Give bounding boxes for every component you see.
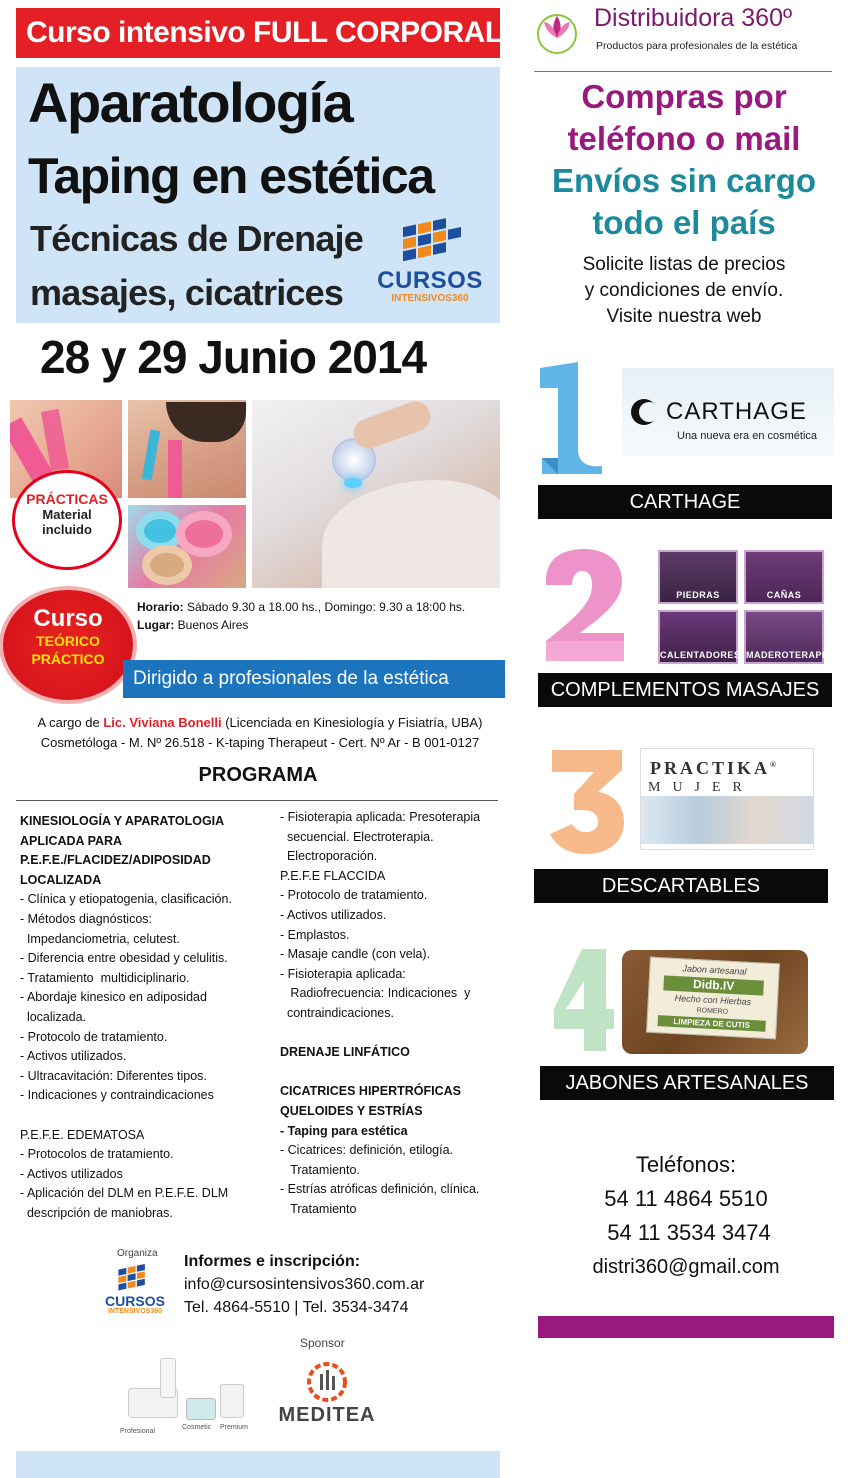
program-line: - Abordaje kinesico en adiposidad bbox=[20, 990, 207, 1005]
distribuidora-logo bbox=[536, 4, 576, 56]
program-line: - Activos utilizados. bbox=[20, 1049, 127, 1064]
photo-tape-rolls bbox=[128, 505, 246, 588]
registered-mark: ® bbox=[770, 760, 779, 769]
soap-sub: Hecho con Hierbas bbox=[674, 993, 752, 1007]
cube-grid-icon bbox=[395, 215, 465, 267]
soap-type: LIMPIEZA DE CUTIS bbox=[657, 1015, 765, 1032]
envios-line2: todo el país bbox=[592, 204, 776, 241]
program-line: P.E.F.E. EDEMATOSA bbox=[20, 1127, 145, 1142]
tile-canas-label: CAÑAS bbox=[766, 590, 802, 600]
number-1 bbox=[538, 358, 608, 478]
program-line: - Indicaciones y contraindicaciones bbox=[20, 1088, 214, 1103]
program-line: Radiofrecuencia: Indicaciones y bbox=[280, 986, 471, 1001]
number-4-graphic bbox=[552, 945, 616, 1055]
cursos-intensivos-logo bbox=[370, 215, 490, 315]
instructor-credentials: Cosmetóloga - M. Nº 26.518 - K-taping Therapeut - Cert. Nº Ar - B 001-0127 bbox=[40, 735, 480, 750]
sponsor-label: Sponsor bbox=[300, 1336, 345, 1350]
programa-heading: PROGRAMA bbox=[198, 764, 318, 786]
compras-line2: teléfono o mail bbox=[567, 120, 801, 157]
massage-complements-grid bbox=[658, 550, 833, 664]
number-3 bbox=[548, 742, 628, 857]
cursos-intensivos-small-logo bbox=[104, 1262, 166, 1322]
program-line: - Fisioterapia aplicada: Presoterapia bbox=[280, 810, 481, 824]
lotus-circle-icon bbox=[536, 4, 578, 58]
program-line: - Activos utilizados. bbox=[280, 907, 387, 922]
lugar-text: Buenos Aires bbox=[174, 618, 249, 632]
horario-text: Sábado 9.30 a 18.00 hs., Domingo: 9.30 a 18:00 hs. bbox=[183, 600, 466, 614]
title-line-3: Técnicas de Drenaje bbox=[30, 218, 363, 259]
program-line: - Taping para estética bbox=[280, 1123, 408, 1138]
acargo-prefix: A cargo de bbox=[37, 715, 104, 730]
product-label-1: Profesional bbox=[120, 1428, 156, 1435]
solicite-line1: Solicite listas de precios bbox=[582, 254, 786, 275]
soap-herb: ROMERO bbox=[696, 1007, 729, 1016]
badge1-line3: incluido bbox=[42, 522, 92, 537]
program-line: - Protocolos de tratamiento. bbox=[20, 1147, 174, 1162]
informes-tel: Tel. 4864-5510 | Tel. 3534-3474 bbox=[184, 1299, 409, 1316]
photo-face-taping bbox=[128, 400, 246, 498]
carthage-wordmark: CARTHAGE bbox=[666, 398, 807, 425]
program-line: - Masaje candle (con vela). bbox=[280, 947, 431, 962]
photo-device-treatment bbox=[252, 400, 500, 588]
horario-label: Horario: bbox=[137, 600, 184, 614]
small-logo-sub: INTENSIVOS360 bbox=[107, 1308, 163, 1315]
program-line: - Tratamiento multidiciplinario. bbox=[20, 970, 190, 985]
program-line: Electroporación. bbox=[280, 849, 378, 864]
tile-maderoterapia bbox=[744, 610, 833, 664]
program-line: P.E.F.E FLACCIDA bbox=[280, 868, 386, 883]
product-label-3: Premium bbox=[220, 1424, 249, 1431]
badge2-line1: Curso bbox=[33, 605, 103, 632]
program-line: descripción de maniobras. bbox=[20, 1205, 173, 1220]
lugar-label: Lugar: bbox=[137, 618, 175, 632]
compras-heading bbox=[534, 76, 834, 160]
product-label-2: Cosmetic bbox=[182, 1424, 212, 1431]
meditea-wordmark: MEDITEA bbox=[278, 1404, 376, 1426]
number-2-graphic bbox=[540, 545, 630, 665]
tile-maderoterapia-label: MADEROTERAPIA bbox=[746, 650, 833, 660]
practika-word: PRACTIKA bbox=[650, 758, 771, 778]
curso-teorico-badge bbox=[3, 590, 133, 700]
program-line: - Aplicación del DLM en P.E.F.E. DLM bbox=[20, 1186, 229, 1201]
logo-sub: INTENSIVOS360 bbox=[391, 293, 469, 304]
program-line: DRENAJE LINFÁTICO bbox=[280, 1045, 410, 1060]
schedule-info bbox=[137, 598, 465, 634]
instructor-info bbox=[20, 713, 500, 753]
banner-bold: FULL CORPORAL bbox=[253, 16, 503, 49]
practika-wordmark bbox=[650, 758, 779, 779]
program-line: QUELOIDES Y ESTRÍAS bbox=[280, 1103, 423, 1118]
number-4 bbox=[552, 945, 616, 1055]
informes-title: Informes e inscripción: bbox=[184, 1253, 361, 1270]
programa-divider bbox=[16, 800, 498, 801]
telefonos-label: Teléfonos: bbox=[635, 1152, 737, 1177]
organiza-label: Organiza bbox=[117, 1248, 158, 1259]
program-line: CICATRICES HIPERTRÓFICAS bbox=[280, 1084, 462, 1099]
envios-heading bbox=[534, 160, 834, 244]
cube-grid-small-icon bbox=[110, 1262, 160, 1294]
number-3-graphic bbox=[548, 742, 628, 857]
carthage-tagline: Una nueva era en cosmética bbox=[677, 430, 818, 442]
number-2 bbox=[540, 545, 630, 665]
badge2-line2: TEÓRICO bbox=[36, 633, 100, 649]
phone-2: 54 11 3534 3474 bbox=[607, 1220, 771, 1245]
program-line: - Activos utilizados bbox=[20, 1166, 123, 1181]
program-line: - Métodos diagnósticos: bbox=[20, 911, 153, 926]
program-line: - Protocolo de tratamiento. bbox=[20, 1029, 168, 1044]
meditea-logo bbox=[272, 1360, 382, 1430]
title-line-2: Taping en estética bbox=[28, 148, 434, 204]
category-bar-carthage[interactable]: CARTHAGE bbox=[538, 485, 832, 519]
program-column-left bbox=[20, 812, 278, 1223]
soap-brand: Didb.IV bbox=[663, 975, 764, 995]
category-bar-complementos[interactable]: COMPLEMENTOS MASAJES bbox=[538, 673, 832, 707]
solicite-line3: Visite nuestra web bbox=[606, 306, 762, 327]
small-logo-word: CURSOS bbox=[105, 1293, 165, 1309]
category-bar-jabones[interactable]: JABONES ARTESANALES bbox=[540, 1066, 834, 1100]
title-line-4: masajes, cicatrices bbox=[30, 272, 344, 313]
program-line: - Emplastos. bbox=[280, 927, 350, 942]
program-line: - Fisioterapia aplicada: bbox=[280, 966, 406, 981]
program-line: contraindicaciones. bbox=[280, 1005, 394, 1020]
acargo-suffix: (Licenciada en Kinesiología y Fisiatría, UBA) bbox=[221, 715, 483, 730]
phones-block bbox=[534, 1148, 838, 1284]
mujer-wordmark: MUJER bbox=[648, 780, 754, 795]
logo-word: CURSOS bbox=[377, 267, 483, 294]
soap-label bbox=[646, 957, 780, 1040]
contact-email[interactable]: distri360@gmail.com bbox=[592, 1256, 780, 1278]
badge2-line3: PRÁCTICO bbox=[31, 651, 105, 667]
tile-calentadores-label: CALENTADORES bbox=[660, 650, 741, 660]
envios-line1: Envíos sin cargo bbox=[551, 162, 817, 199]
solicite-text bbox=[534, 252, 834, 330]
title-line-1: Aparatología bbox=[28, 71, 353, 134]
program-line: localizada. bbox=[20, 1009, 87, 1024]
brand-title: Distribuidora 360º bbox=[594, 4, 793, 32]
audience-banner: Dirigido a profesionales de la estética bbox=[123, 660, 505, 698]
category-bar-descartables[interactable]: DESCARTABLES bbox=[534, 869, 828, 903]
program-line: LOCALIZADA bbox=[20, 872, 102, 887]
program-line: Impedanciometria, celutest. bbox=[20, 931, 180, 946]
program-column-right bbox=[280, 808, 505, 1219]
program-line bbox=[20, 1106, 278, 1126]
carthage-c-icon bbox=[628, 396, 660, 428]
program-line: - Protocolo de tratamiento. bbox=[280, 888, 428, 903]
soap-title: Jabon artesanal bbox=[682, 963, 747, 977]
tile-piedras bbox=[658, 550, 738, 604]
compras-line1: Compras por bbox=[581, 78, 787, 115]
contact-info bbox=[184, 1250, 424, 1319]
sponsor-products-image bbox=[120, 1348, 260, 1438]
program-line bbox=[280, 1024, 505, 1044]
program-line: - Estrías atróficas definición, clínica. bbox=[280, 1182, 480, 1197]
tile-piedras-label: PIEDRAS bbox=[676, 590, 720, 600]
program-line: Tratamiento bbox=[280, 1201, 357, 1216]
program-line: APLICADA PARA bbox=[20, 833, 123, 848]
solicite-line2: y condiciones de envío. bbox=[584, 280, 784, 301]
right-bottom-bar bbox=[538, 1316, 834, 1338]
program-line: secuencial. Electroterapia. bbox=[280, 829, 434, 844]
practicas-badge bbox=[12, 470, 122, 570]
practika-products-band bbox=[641, 796, 813, 844]
program-line: - Clínica y etiopatogenia, clasificación. bbox=[20, 892, 232, 907]
course-banner bbox=[16, 8, 503, 58]
course-date: 28 y 29 Junio 2014 bbox=[40, 331, 427, 383]
program-line: - Cicatrices: definición, etilogía. bbox=[280, 1143, 453, 1158]
informes-email[interactable]: info@cursosintensivos360.com.ar bbox=[184, 1276, 425, 1293]
tile-canas bbox=[744, 550, 824, 604]
program-line: - Ultracavitación: Diferentes tipos. bbox=[20, 1068, 207, 1083]
bottom-bar bbox=[16, 1451, 500, 1478]
meditea-icon bbox=[305, 1360, 349, 1404]
instructor-name: Lic. Viviana Bonelli bbox=[103, 715, 222, 730]
badge1-line1: PRÁCTICAS bbox=[26, 491, 108, 507]
brand-subtitle: Productos para profesionales de la estética bbox=[596, 40, 798, 52]
phone-1: 54 11 4864 5510 bbox=[604, 1186, 768, 1211]
badge1-line2: Material bbox=[42, 507, 92, 522]
program-line: - Diferencia entre obesidad y celulitis. bbox=[20, 951, 228, 966]
banner-prefix: Curso intensivo bbox=[26, 16, 254, 49]
program-line: Tratamiento. bbox=[280, 1162, 360, 1177]
number-1-graphic bbox=[538, 358, 608, 478]
tile-calentadores bbox=[658, 610, 741, 664]
brand-divider bbox=[534, 71, 832, 72]
program-line: P.E.F.E./FLACIDEZ/ADIPOSIDAD bbox=[20, 853, 211, 868]
program-line bbox=[280, 1063, 505, 1083]
program-line: KINESIOLOGÍA Y APARATOLOGIA bbox=[20, 814, 225, 828]
